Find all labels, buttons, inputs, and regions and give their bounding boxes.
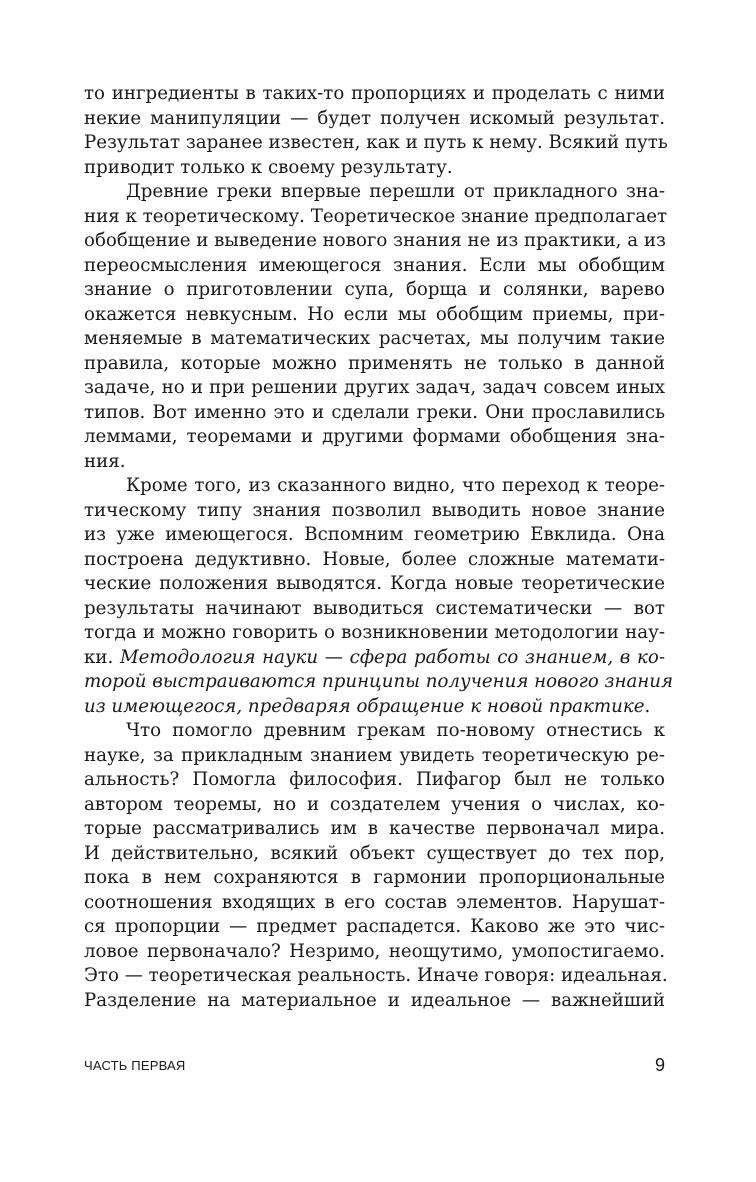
text-line xyxy=(84,695,665,720)
italic-definition: торой выстраиваются принципы получения нового знания xyxy=(84,671,674,692)
text-line: альность? Помогла философия. Пифагор был не только xyxy=(84,769,665,790)
text-line: меняемые в математических расчетах, мы получим такие xyxy=(84,328,665,349)
text-line: правила, которые можно применять не только в данной xyxy=(84,352,665,374)
text-line: торые рассматривались им в качестве первоначал мира. xyxy=(84,818,665,839)
page-number: 9 xyxy=(654,1055,665,1075)
page-footer xyxy=(84,1055,665,1079)
running-head: ЧАСТЬ ПЕРВАЯ xyxy=(84,1058,186,1073)
text-line: обобщение и выведение нового знания не из практики, а из xyxy=(84,230,666,251)
text-line: науке, за прикладным знанием увидеть теоретическую ре- xyxy=(84,744,665,766)
text-line: ния. xyxy=(84,450,126,472)
text-line: И действительно, всякий объект существует до тех пор, xyxy=(84,842,665,864)
text-line: построена дедуктивно. Новые, более сложные математи- xyxy=(84,548,665,570)
text-line: ния к теоретическому. Теоретическое знание предполагает xyxy=(84,205,668,227)
text-line: тогда и можно говорить о возникновении методологии нау- xyxy=(84,622,665,643)
text-line: то ингредиенты в таких-то пропорциях и проделать с ними xyxy=(84,83,665,104)
text-line: ческие положения выводятся. Когда новые теоретические xyxy=(84,573,665,594)
text-line xyxy=(84,670,674,695)
text-line: соотношения входящих в его состав элементов. Нарушат- xyxy=(84,891,665,913)
italic-definition: Методология науки — сфера работы со знанием, в ко- xyxy=(119,646,665,668)
text-line: некие манипуляции — будет получен искомый результат. xyxy=(84,107,665,129)
text-span: ки. xyxy=(84,646,120,668)
text-line: переосмысления имеющегося знания. Если мы обобщим xyxy=(84,254,665,276)
text-line: Кроме того, из сказанного видно, что переход к теоре- xyxy=(126,475,665,496)
text-line: пока в нем сохраняются в гармонии пропорциональные xyxy=(84,867,665,888)
text-line: Древние греки впервые перешли от прикладного зна- xyxy=(126,181,665,202)
text-line: типов. Вот именно это и сделали греки. Они прославились xyxy=(84,401,665,423)
text-line: ловое первоначало? Незримо, неощутимо, умопостигаемо. xyxy=(84,940,665,962)
text-line: Разделение на материальное и идеальное — важнейший xyxy=(84,989,665,1011)
text-line: Результат заранее известен, как и путь к нему. Всякий путь xyxy=(84,132,668,153)
page-body xyxy=(84,82,674,1013)
text-line: результаты начинают выводиться систематически — вот xyxy=(84,597,665,619)
text-line: знание о приготовлении супа, борща и солянки, варево xyxy=(84,279,665,300)
text-line: из уже имеющегося. Вспомним геометрию Евклида. Она xyxy=(84,524,665,545)
text-line: тическому типу знания позволил выводить новое знание xyxy=(84,499,665,521)
text-line: Что помогло древним грекам по-новому отнестись к xyxy=(126,720,665,741)
text-line: леммами, теоремами и другими формами обобщения зна- xyxy=(84,426,665,447)
text-line: приводит только к своему результату. xyxy=(84,156,453,178)
text-line xyxy=(84,646,665,671)
text-span: . xyxy=(644,695,651,717)
text-line: ся пропорции — предмет распадется. Каково же это чис- xyxy=(84,916,665,937)
italic-definition: из имеющегося, предваряя обращение к новой практике xyxy=(84,695,645,717)
text-line: автором теоремы, но и создателем учения о числах, ко- xyxy=(84,793,665,815)
text-line: Это — теоретическая реальность. Иначе говоря: идеальная. xyxy=(84,965,668,986)
text-line: окажется невкусным. Но если мы обобщим приемы, при- xyxy=(84,303,665,325)
text-line: задаче, но и при решении других задач, задач совсем иных xyxy=(84,377,665,398)
